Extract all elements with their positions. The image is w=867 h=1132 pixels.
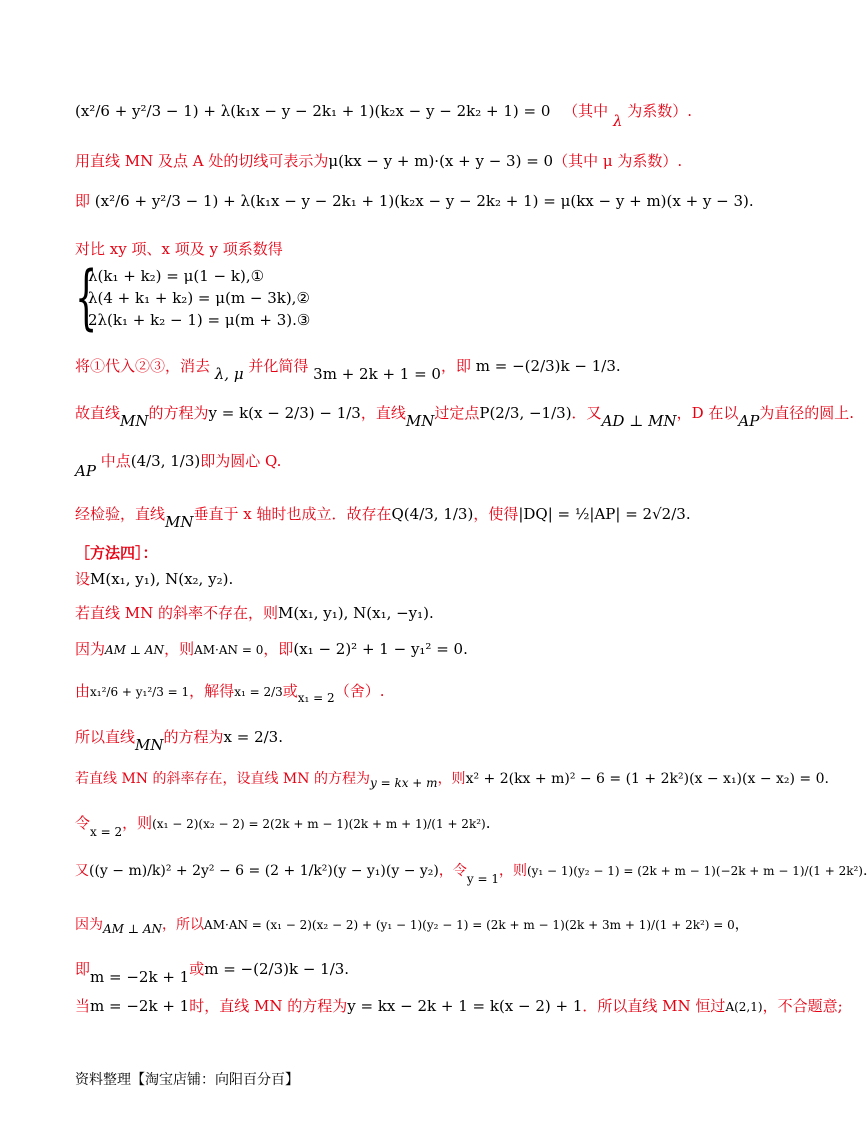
m1-a: 设 xyxy=(75,570,91,588)
line3-prefix: 即 xyxy=(75,192,91,210)
m8-a: 又 xyxy=(75,863,89,879)
m-line-9 xyxy=(75,914,749,940)
m-line-3 xyxy=(75,638,468,661)
l6-f: MN xyxy=(405,412,435,430)
method4-label: ［方法四］： xyxy=(75,544,158,562)
m10-c: 或 xyxy=(189,960,205,978)
l6-k: ，D 在以 xyxy=(676,404,739,422)
text-line-5 xyxy=(75,355,621,385)
l8-f: |DQ| = ½|AP| = 2√2/3 xyxy=(518,505,686,523)
m3-a: 因为 xyxy=(75,640,106,658)
m4-d: x₁ = 2/3 xyxy=(234,685,283,699)
m3-f: (x₁ − 2)² + 1 − y₁² = 0 xyxy=(293,640,464,658)
m9-b: AM ⊥ AN xyxy=(103,922,163,936)
m4-f: x₁ = 2 xyxy=(297,691,335,705)
m5-c: 的方程为 xyxy=(163,728,224,746)
m8-b: ((y − m)/k)² + 2y² − 6 = (2 + 1/k²)(y − y₁)(y − y₂) xyxy=(89,863,439,879)
note-lambda: λ xyxy=(612,112,623,130)
m10-a: 即 xyxy=(75,960,91,978)
l5-e: ，即 xyxy=(440,357,471,375)
method-four-heading xyxy=(75,542,158,564)
l5-c: 并化简得 xyxy=(248,357,309,375)
l6-l: AP xyxy=(738,412,760,430)
m8-c: ，令 xyxy=(438,863,467,879)
m6-b: y = kx + m xyxy=(369,776,438,790)
m8-d: y = 1 xyxy=(466,872,499,886)
l7-b: 中点 xyxy=(100,452,131,470)
m11-c: 时，直线 MN 的方程为 xyxy=(189,997,348,1015)
l8-g: . xyxy=(685,505,691,523)
m-line-2 xyxy=(75,602,434,624)
m5-a: 所以直线 xyxy=(75,728,136,746)
l6-g: 过定点 xyxy=(434,404,480,422)
l6-c: 的方程为 xyxy=(148,404,209,422)
l7-a: AP xyxy=(75,462,96,480)
m-line-11 xyxy=(75,995,843,1018)
text-line-7 xyxy=(75,450,281,482)
system-eq-3-text: 2λ(k₁ + k₂ − 1) = μ(m + 3).③ xyxy=(88,311,311,329)
m4-b: x₁²/6 + y₁²/3 = 1 xyxy=(90,685,190,699)
m4-c: ，解得 xyxy=(189,682,235,700)
combined-equation: (x²/6 + y²/3 − 1) + λ(k₁x − y − 2k₁ + 1)(k₂x − y − 2k₂ + 1) = μ(kx − y + m)(x + y − 3). xyxy=(94,192,754,210)
m9-d: AM·AN = (x₁ − 2)(x₂ − 2) + (y₁ − 1)(y₂ − 1) = (2k + m − 1)(2k + 3m + 1)/(1 + 2k²) = 0 xyxy=(204,918,735,932)
l8-d: Q(4/3, 1/3) xyxy=(391,505,474,523)
m4-g: （舍）. xyxy=(334,682,385,700)
m8-f: (y₁ − 1)(y₂ − 1) = (2k + m − 1)(−2k + m − 1)/(1 + 2k²) xyxy=(526,864,863,878)
m2-a: 若直线 MN 的斜率不存在，则 xyxy=(75,604,279,622)
m-line-8 xyxy=(75,860,867,890)
l8-a: 经检验，直线 xyxy=(75,505,166,523)
l5-d: 3m + 2k + 1 = 0 xyxy=(313,365,441,383)
m3-c: ，则 xyxy=(164,640,195,658)
m3-g: . xyxy=(463,640,468,658)
m6-c: ，则 xyxy=(437,771,466,787)
text-line-4 xyxy=(75,238,283,260)
l7-d: 即为圆心 Q. xyxy=(200,452,282,470)
l6-e: ，直线 xyxy=(360,404,406,422)
l6-m: 为直径的圆上. xyxy=(759,404,855,422)
system-eq-3 xyxy=(88,309,310,331)
m-line-6 xyxy=(75,768,829,794)
m11-e: ．所以直线 MN 恒过 xyxy=(582,997,726,1015)
system-eq-1 xyxy=(88,265,264,287)
m-line-7 xyxy=(75,812,491,843)
text-line-8 xyxy=(75,503,691,533)
m11-a: 当 xyxy=(75,997,91,1015)
l5-b: λ, μ xyxy=(214,365,244,383)
m11-d: y = kx − 2k + 1 = k(x − 2) + 1 xyxy=(347,997,583,1015)
m7-b: x = 2 xyxy=(90,825,123,839)
l6-j: AD ⊥ MN xyxy=(601,412,677,430)
l5-a: 将①代入②③，消去 xyxy=(75,357,211,375)
curve-family-equation: (x²/6 + y²/3 − 1) + λ(k₁x − y − 2k₁ + 1)(k₂x − y − 2k₂ + 1) = 0 xyxy=(75,102,551,120)
m8-g xyxy=(863,863,867,879)
l6-i: ．又 xyxy=(571,404,602,422)
m11-b: m = −2k + 1 xyxy=(90,997,190,1015)
m2-b: M(x₁, y₁), N(x₁, −y₁) xyxy=(278,604,430,622)
system-eq-2 xyxy=(88,287,310,309)
m2-c: . xyxy=(429,604,434,622)
m-line-1 xyxy=(75,568,233,590)
l8-e: ，使得 xyxy=(473,505,519,523)
note-open: （其中 xyxy=(563,102,609,120)
m7-e: . xyxy=(485,814,491,832)
note-close: 为系数）. xyxy=(627,102,693,120)
m5-b: MN xyxy=(135,736,164,754)
l8-b: MN xyxy=(165,513,194,531)
line2-text: 用直线 MN 及点 A 处的切线可表示为 xyxy=(75,152,329,170)
equation-line-1 xyxy=(75,100,692,132)
m-line-5 xyxy=(75,726,283,756)
tangent-equation: μ(kx − y + m)·(x + y − 3) = 0 xyxy=(328,152,554,170)
compare-coefficients: 对比 xy 项、x 项及 y 项系数得 xyxy=(75,240,283,258)
m5-e: . xyxy=(278,728,284,746)
l6-h: P(2/3, −1/3) xyxy=(479,404,572,422)
m6-d: x² + 2(kx + m)² − 6 = (1 + 2k²)(x − x₁)(x − x₂) = 0 xyxy=(465,771,825,787)
l6-d: y = k(x − 2/3) − 1/3 xyxy=(208,404,361,422)
l8-c: 垂直于 x 轴时也成立．故存在 xyxy=(193,505,392,523)
l6-a: 故直线 xyxy=(75,404,121,422)
m10-d: m = −(2/3)k − 1/3 xyxy=(204,960,345,978)
system-eq-2-text: λ(4 + k₁ + k₂) = μ(m − 3k),② xyxy=(88,289,310,307)
equation-line-3 xyxy=(75,190,754,212)
m4-e: 或 xyxy=(282,682,298,700)
m9-c: ，所以 xyxy=(162,917,205,933)
m7-a: 令 xyxy=(75,814,91,832)
m7-d: (x₁ − 2)(x₂ − 2) = 2(2k + m − 1)(2k + m + 1)/(1 + 2k²) xyxy=(152,817,486,831)
m11-g: ，不合题意; xyxy=(762,997,843,1015)
m7-c: ，则 xyxy=(122,814,153,832)
system-brace: { xyxy=(75,256,98,338)
text-line-2 xyxy=(75,150,682,172)
m5-d: x = 2/3 xyxy=(223,728,279,746)
m-line-10 xyxy=(75,958,349,988)
m10-e: . xyxy=(344,960,350,978)
l7-c: (4/3, 1/3) xyxy=(130,452,201,470)
line2-note: （其中 μ 为系数）. xyxy=(553,152,683,170)
m11-f: A(2,1) xyxy=(725,1000,763,1014)
l5-f: m = −(2/3)k − 1/3. xyxy=(475,357,621,375)
l6-b: MN xyxy=(120,412,149,430)
m6-a: 若直线 MN 的斜率存在，设直线 MN 的方程为 xyxy=(75,771,370,787)
m3-b: AM ⊥ AN xyxy=(105,643,165,657)
m9-a: 因为 xyxy=(75,917,103,933)
m3-d: AM·AN = 0 xyxy=(194,643,264,657)
m10-b: m = −2k + 1 xyxy=(90,968,190,986)
m4-a: 由 xyxy=(75,682,91,700)
m1-b: M(x₁, y₁), N(x₂, y₂) xyxy=(90,570,229,588)
text-line-6 xyxy=(75,402,854,432)
m9-e: ， xyxy=(734,917,749,933)
system-eq-1-text: λ(k₁ + k₂) = μ(1 − k),① xyxy=(88,267,265,285)
m6-e: . xyxy=(824,771,829,787)
m8-e: ，则 xyxy=(498,863,527,879)
m1-c: . xyxy=(228,570,234,588)
page-footer: 资料整理【淘宝店铺：向阳百分百】 xyxy=(75,1072,299,1088)
m-line-4 xyxy=(75,680,384,709)
m3-e: ，即 xyxy=(263,640,294,658)
